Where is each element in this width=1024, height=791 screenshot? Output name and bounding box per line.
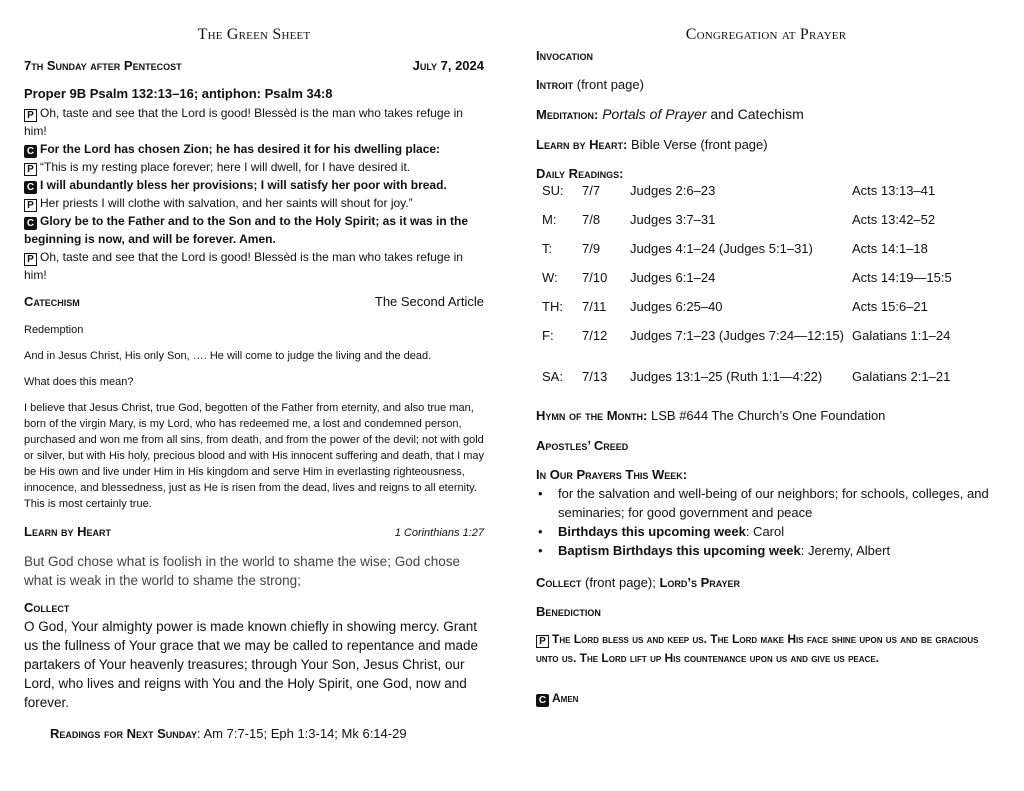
congregation-marker: C xyxy=(24,145,37,158)
pastor-marker: P xyxy=(536,635,549,648)
congregation-marker: C xyxy=(536,694,549,707)
next-sunday-text: Am 7:7-15; Eph 1:3-14; Mk 6:14-29 xyxy=(203,726,407,741)
sunday-name: 7th Sunday after Pentecost xyxy=(24,58,182,73)
pastor-marker: P xyxy=(24,253,37,266)
collect-lords-prayer: Collect (front page); Lord’s Prayer xyxy=(536,575,740,590)
learn-header xyxy=(24,524,484,539)
collect-label: Collect xyxy=(24,600,70,615)
service-date: July 7, 2024 xyxy=(412,58,484,73)
sunday-header xyxy=(24,58,484,73)
page-title-right: Congregation at Prayer xyxy=(685,26,847,43)
psalm-line: P “This is my resting place forever; here I will dwell, for I have desired it. xyxy=(24,158,484,176)
catechism-label: Catechism xyxy=(24,294,80,309)
collect-text: O God, Your almighty power is made known chiefly in showing mercy. Grant us the fullness of Your grace that we may be called to repentance and made partakers of Your heavenly treasures; through Your Son, Jesus Christ, our Lord, who lives and reigns with You and the Holy Spirit, one God, now and forever. xyxy=(24,619,479,710)
catechism-intro: And in Jesus Christ, His only Son, …. He will come to judge the living and the dead. xyxy=(24,350,432,362)
list-item: • Baptism Birthdays this upcoming week: Jeremy, Albert xyxy=(538,543,891,558)
psalm-line: C I will abundantly bless her provisions; I will satisfy her poor with bread. xyxy=(24,176,484,194)
learn-by-heart: Learn by Heart: Bible Verse (front page) xyxy=(536,137,768,152)
table-row: T: 7/9 Judges 4:1–24 (Judges 5:1–31) Acts 14:1–18 xyxy=(542,241,928,256)
proper-heading: Proper 9B Psalm 132:13–16; antiphon: Psalm 34:8 xyxy=(24,86,333,101)
daily-readings-label: Daily Readings: xyxy=(536,166,624,181)
table-row: SU: 7/7 Judges 2:6–23 Acts 13:13–41 xyxy=(542,183,936,198)
psalm-line: C Glory be to the Father and to the Son and to the Holy Spirit; as it was in the beginning is now, and will be forever. Amen. xyxy=(24,214,469,246)
catechism-question: What does this mean? xyxy=(24,376,134,388)
pastor-marker: P xyxy=(24,109,37,122)
introit: Introit (front page) xyxy=(536,77,644,92)
psalm-line: C For the Lord has chosen Zion; he has desired it for his dwelling place: xyxy=(24,140,484,158)
prayers-label: In Our Prayers This Week: xyxy=(536,467,688,482)
congregation-marker: C xyxy=(24,217,37,230)
meditation: Meditation: Portals of Prayer and Catechism xyxy=(536,106,804,122)
table-row: F: 7/12 Judges 7:1–23 (Judges 7:24—12:15) Galatians 1:1–24 xyxy=(542,328,951,343)
page-title-left: The Green Sheet xyxy=(197,26,311,43)
meditation-book: Portals of Prayer xyxy=(602,106,707,122)
pastor-marker: P xyxy=(24,163,37,176)
amen-line: C Amen xyxy=(536,689,996,708)
learn-label: Learn by Heart xyxy=(24,524,112,539)
psalm-line: P Oh, taste and see that the Lord is good! Blessèd is the man who takes refuge in him! xyxy=(24,106,463,138)
table-row: SA: 7/13 Judges 13:1–25 (Ruth 1:1—4:22) Galatians 2:1–21 xyxy=(542,369,951,384)
catechism-header xyxy=(24,294,484,309)
catechism-answer: I believe that Jesus Christ, true God, begotten of the Father from eternity, and also true man, born of the virgin Mary, is my Lord, who has redeemed me, a lost and condemned person, purchased and won me from all sins, from death, and from the power of the devil; not with gold or silver, but with His holy, precious blood and with His innocent suffering and death, that I may be His own and live under Him in His kingdom and serve Him in everlasting righteousness, innocence, and blessedness, just as He is risen from the dead, lives and reigns to all eternity. This is most certainly true. xyxy=(24,402,485,510)
apostles-creed: Apostles’ Creed xyxy=(536,438,629,453)
psalm-line: P Oh, taste and see that the Lord is good! Blessèd is the man who takes refuge in him! xyxy=(24,250,463,282)
learn-reference: 1 Corinthians 1:27 xyxy=(394,527,484,539)
table-row: W: 7/10 Judges 6:1–24 Acts 14:19—15:5 xyxy=(542,270,952,285)
invocation: Invocation xyxy=(536,48,593,63)
right-page xyxy=(536,0,996,791)
benediction-text: P The Lord bless us and keep us. The Lord make His face shine upon us and be gracious unto us. The Lord lift up His countenance upon us and give us peace. xyxy=(536,632,979,665)
psalm-block xyxy=(24,104,484,284)
next-sunday-label: Readings for Next Sunday xyxy=(50,726,197,741)
benediction-label: Benediction xyxy=(536,604,601,619)
table-row: TH: 7/11 Judges 6:25–40 Acts 15:6–21 xyxy=(542,299,928,314)
prayers-list xyxy=(536,484,996,560)
list-item: • for the salvation and well-being of our neighbors; for schools, colleges, and seminaries; for good government and peace xyxy=(538,486,989,520)
list-item: • Birthdays this upcoming week: Carol xyxy=(538,524,785,539)
psalm-line: P Her priests I will clothe with salvation, and her saints will shout for joy.” xyxy=(24,194,484,212)
daily-readings-table xyxy=(542,182,982,397)
next-sunday-readings: Readings for Next Sunday: Am 7:7-15; Eph 1:3-14; Mk 6:14-29 xyxy=(50,726,407,741)
catechism-article: The Second Article xyxy=(374,294,484,309)
hymn-of-month: Hymn of the Month: LSB #644 The Church’s One Foundation xyxy=(536,408,886,423)
learn-verse: But God chose what is foolish in the world to shame the wise; God chose what is weak in the world to shame the strong; xyxy=(24,554,460,588)
pastor-marker: P xyxy=(24,199,37,212)
congregation-marker: C xyxy=(24,181,37,194)
table-row: M: 7/8 Judges 3:7–31 Acts 13:42–52 xyxy=(542,212,936,227)
left-page xyxy=(24,0,484,791)
catechism-sub: Redemption xyxy=(24,324,84,336)
